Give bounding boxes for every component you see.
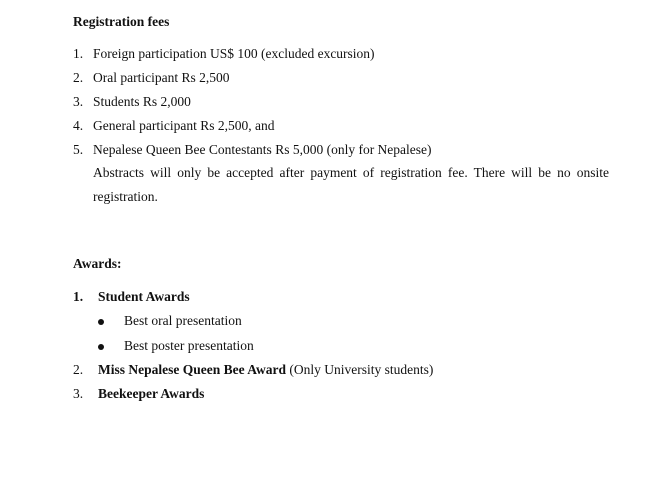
award-title: Student Awards (98, 289, 190, 304)
list-text: Best poster presentation (124, 338, 254, 353)
list-number: 5. (73, 142, 84, 157)
award-title: Beekeeper Awards (98, 386, 205, 401)
bullet-icon (98, 319, 104, 325)
award-title: Miss Nepalese Queen Bee Award (98, 362, 286, 377)
award-note: (Only University students) (285, 362, 434, 377)
list-text: Nepalese Queen Bee Contestants Rs 5,000 (only for Nepalese) (93, 142, 432, 157)
list-text (98, 386, 204, 402)
list-text (98, 289, 190, 305)
list-text: General participant Rs 2,500, and (93, 118, 275, 133)
awards-heading: Awards: (73, 256, 122, 271)
list-number: 3. (73, 386, 84, 401)
list-number: 3. (73, 94, 84, 109)
list-text (98, 362, 433, 378)
registration-fees-heading: Registration fees (73, 14, 170, 29)
list-text: Students Rs 2,000 (93, 94, 191, 109)
list-number: 4. (73, 118, 84, 133)
registration-note: Abstracts will only be accepted after payment of registration fee. There will be no onsite registration. (93, 165, 609, 204)
list-text: Oral participant Rs 2,500 (93, 70, 230, 85)
list-number: 2. (73, 362, 84, 377)
list-number: 1. (73, 46, 84, 61)
list-number: 1. (73, 289, 84, 304)
bullet-icon (98, 344, 104, 350)
list-text: Best oral presentation (124, 313, 242, 328)
list-number: 2. (73, 70, 84, 85)
list-text: Foreign participation US$ 100 (excluded excursion) (93, 46, 375, 61)
